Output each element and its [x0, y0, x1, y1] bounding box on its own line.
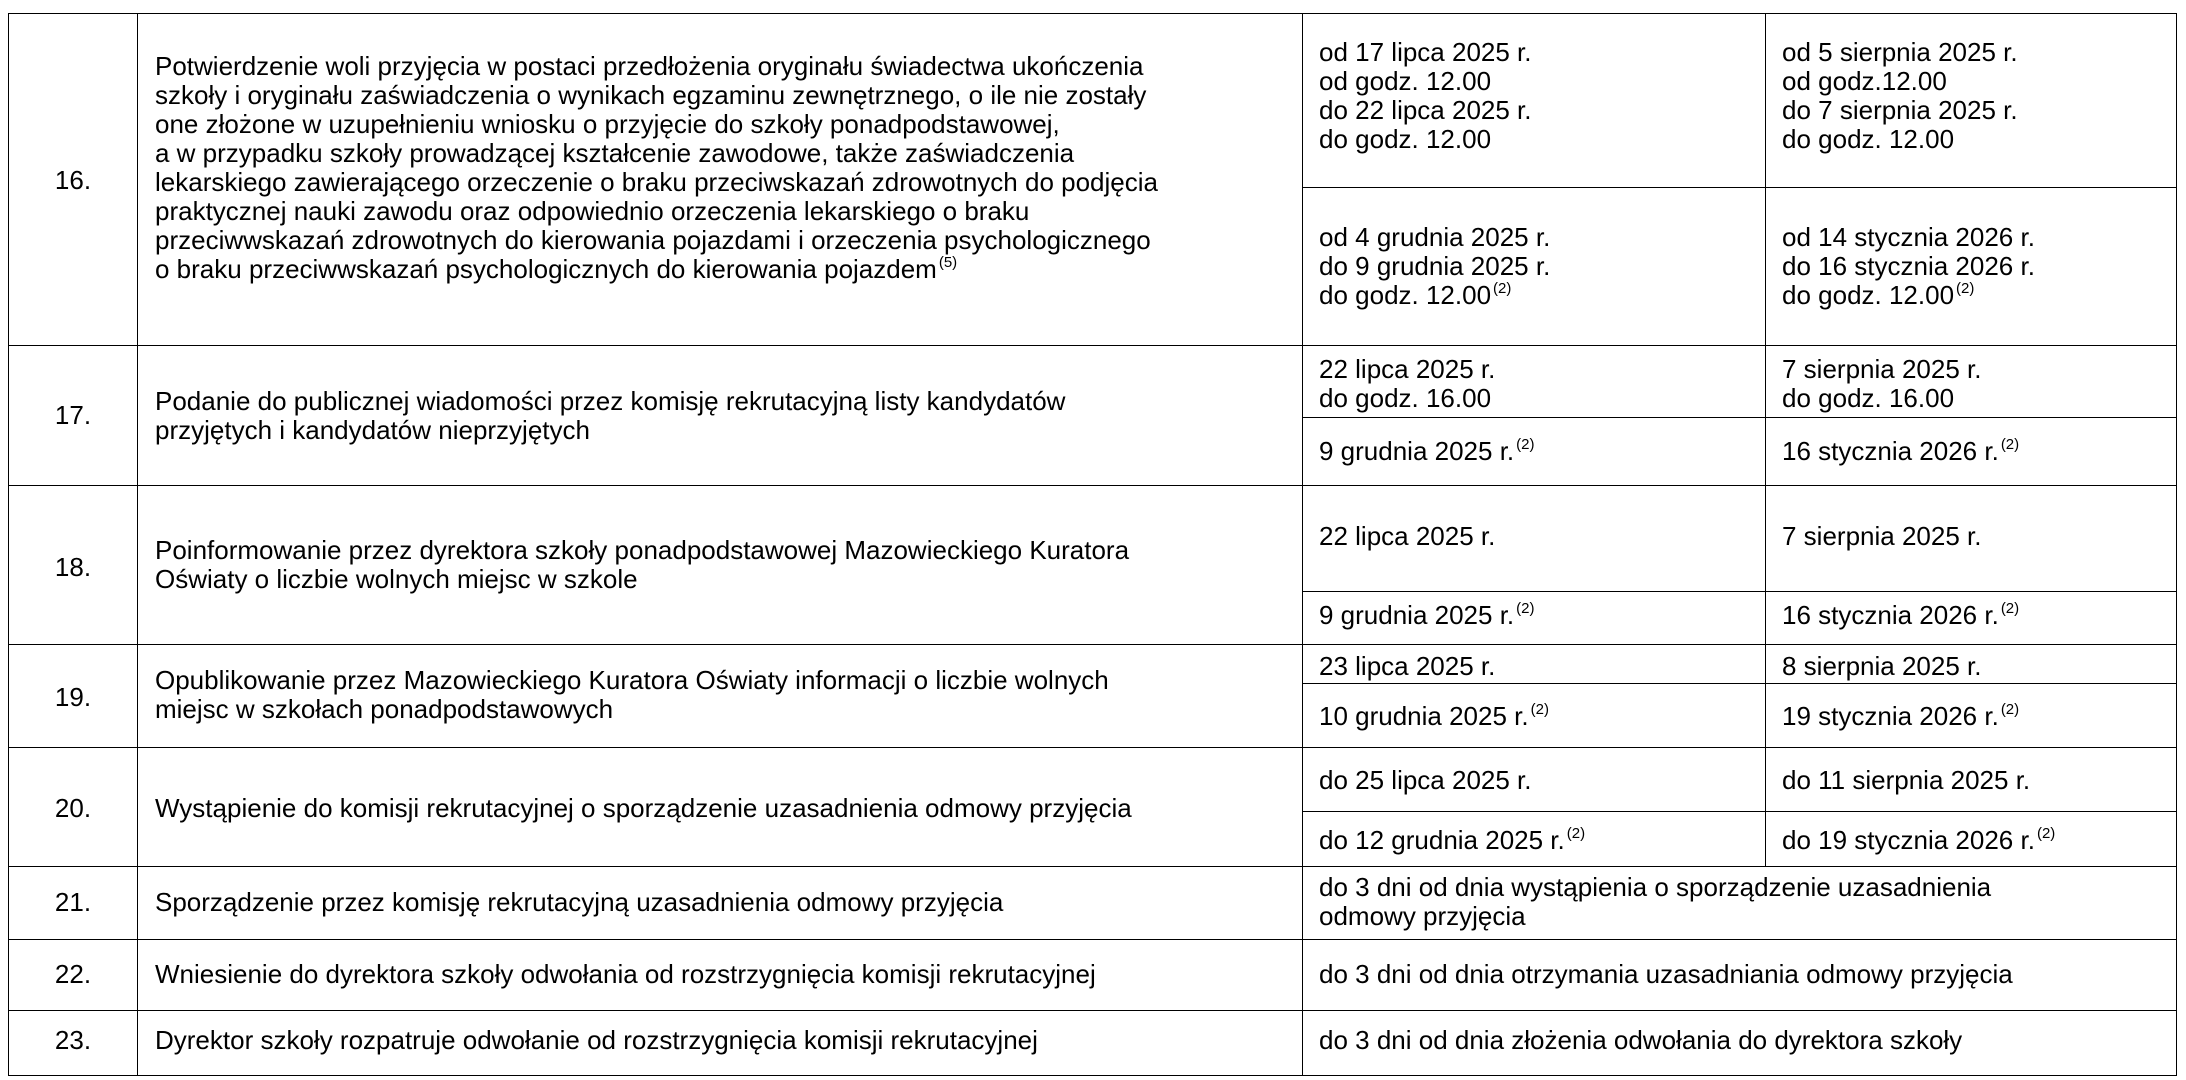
- date-cell-summer-supplementary: 7 sierpnia 2025 r.: [1782, 521, 1982, 551]
- footnote-marker: (2): [1493, 280, 1512, 297]
- description-text: Potwierdzenie woli przyjęcia w postaci przedłożenia oryginału świadectwa ukończenia szkoły i oryginału zaświadczenia o wynikach egzaminu zewnętrznego, o ile nie zostały one złożone w uzupełnieniu wniosku o przyjęcie do szkoły ponadpodstawowej, a w przypadku szkoły prowadzącej kształcenie zawodowe, także zaświadczenia lekarskiego zawierającego orzeczenie o braku przeciwskazań zdrowotnych do podjęcia praktycznej nauki zawodu oraz odpowiednio orzeczenia lekarskiego o braku przeciwwskazań zdrowotnych do kierowania pojazdami i orzeczenia psychologicznego o braku przeciwwskazań psychologicznych do kierowania pojazdem: [155, 51, 1158, 284]
- row-description: [155, 52, 1158, 284]
- row-separator: [8, 866, 2177, 867]
- date-cell-winter-supplementary: [1782, 601, 2019, 630]
- footnote-marker: (2): [2000, 436, 2020, 453]
- date-cell-summer-supplementary: 8 sierpnia 2025 r.: [1782, 651, 1982, 681]
- date-text: 16 stycznia 2026 r.: [1782, 436, 1999, 466]
- row-separator: [8, 485, 2177, 486]
- row-description: Sporządzenie przez komisję rekrutacyjną uzasadnienia odmowy przyjęcia: [155, 887, 1004, 917]
- date-cell-summer: 23 lipca 2025 r.: [1319, 651, 1496, 681]
- date-cell-summer: od 17 lipca 2025 r. od godz. 12.00 do 22 lipca 2025 r. do godz. 12.00: [1319, 37, 1532, 154]
- row-description: Opublikowanie przez Mazowieckiego Kuratora Oświaty informacji o liczbie wolnych miejsc w szkołach ponadpodstawowych: [155, 665, 1109, 724]
- table-border-bottom: [8, 1075, 2177, 1076]
- date-subrow-separator: [1302, 187, 2177, 188]
- row-number: 20.: [54, 793, 92, 823]
- table-border-right: [2176, 13, 2177, 1076]
- row-separator: [8, 747, 2177, 748]
- date-cell-winter-supplementary: [1782, 826, 2055, 855]
- date-text: do 19 stycznia 2026 r.: [1782, 825, 2035, 855]
- footnote-marker: (2): [2036, 825, 2056, 842]
- date-text: od 14 stycznia 2026 r. do 16 stycznia 2026 r. do godz. 12.00: [1782, 222, 2035, 310]
- date-cell-winter: [1319, 601, 1535, 630]
- date-text: 9 grudnia 2025 r.: [1319, 436, 1515, 466]
- footnote-marker: (2): [2000, 600, 2020, 617]
- row-number: 23.: [54, 1025, 92, 1055]
- date-cell-winter-supplementary: [1782, 437, 2019, 466]
- row-number: 17.: [54, 400, 92, 430]
- date-cell-winter-supplementary: [1782, 702, 2019, 731]
- date-text: 9 grudnia 2025 r.: [1319, 600, 1515, 630]
- date-cell-merged: do 3 dni od dnia złożenia odwołania do dyrektora szkoły: [1319, 1025, 1963, 1055]
- date-cell-merged: do 3 dni od dnia wystąpienia o sporządzenie uzasadnienia odmowy przyjęcia: [1319, 872, 1992, 931]
- date-cell-summer-supplementary: od 5 sierpnia 2025 r. od godz.12.00 do 7 sierpnia 2025 r. do godz. 12.00: [1782, 37, 2018, 154]
- footnote-marker: (5): [938, 254, 958, 271]
- row-separator: [8, 939, 2177, 940]
- row-description: Podanie do publicznej wiadomości przez komisję rekrutacyjną listy kandydatów przyjętych i kandydatów nieprzyjętych: [155, 386, 1066, 445]
- date-cell-summer-supplementary: do 11 sierpnia 2025 r.: [1782, 765, 2031, 795]
- date-cell-summer: 22 lipca 2025 r.: [1319, 521, 1496, 551]
- column-separator-desc: [1302, 13, 1303, 1076]
- row-number: 19.: [54, 682, 92, 712]
- date-cell-winter: [1319, 826, 1585, 855]
- footnote-marker: (2): [1956, 280, 1975, 297]
- column-separator-num: [137, 13, 138, 1076]
- row-number: 21.: [54, 887, 92, 917]
- table-border-top: [8, 13, 2177, 14]
- footnote-marker: (2): [1516, 436, 1535, 453]
- row-description: Wystąpienie do komisji rekrutacyjnej o sporządzenie uzasadnienia odmowy przyjęcia: [155, 793, 1132, 823]
- row-separator: [8, 644, 2177, 645]
- date-text: 19 stycznia 2026 r.: [1782, 701, 1999, 731]
- date-text: do 12 grudnia 2025 r.: [1319, 825, 1565, 855]
- date-cell-winter-supplementary: [1782, 223, 2035, 310]
- footnote-marker: (2): [2000, 701, 2020, 718]
- row-number: 16.: [54, 165, 92, 195]
- date-cell-summer-supplementary: 7 sierpnia 2025 r. do godz. 16.00: [1782, 354, 1982, 413]
- date-cell-summer: do 25 lipca 2025 r.: [1319, 765, 1532, 795]
- date-text: 10 grudnia 2025 r.: [1319, 701, 1529, 731]
- row-description: Wniesienie do dyrektora szkoły odwołania od rozstrzygnięcia komisji rekrutacyjnej: [155, 959, 1096, 989]
- footnote-marker: (2): [1566, 825, 1586, 842]
- row-separator: [8, 345, 2177, 346]
- footnote-marker: (2): [1530, 701, 1549, 718]
- date-cell-summer: 22 lipca 2025 r. do godz. 16.00: [1319, 354, 1496, 413]
- date-cell-merged: do 3 dni od dnia otrzymania uzasadniania odmowy przyjęcia: [1319, 959, 2013, 989]
- row-number: 18.: [54, 552, 92, 582]
- date-text: 16 stycznia 2026 r.: [1782, 600, 1999, 630]
- date-cell-winter: [1319, 223, 1550, 310]
- date-cell-winter: [1319, 702, 1549, 731]
- footnote-marker: (2): [1516, 600, 1535, 617]
- row-number: 22.: [54, 959, 92, 989]
- date-cell-winter: [1319, 437, 1535, 466]
- date-subrow-separator: [1302, 811, 2177, 812]
- date-subrow-separator: [1302, 417, 2177, 418]
- date-subrow-separator: [1302, 591, 2177, 592]
- column-separator-dates: [1765, 13, 1766, 867]
- date-text: od 4 grudnia 2025 r. do 9 grudnia 2025 r. do godz. 12.00: [1319, 222, 1551, 310]
- row-description: Poinformowanie przez dyrektora szkoły ponadpodstawowej Mazowieckiego Kuratora Oświaty o liczbie wolnych miejsc w szkole: [155, 535, 1130, 594]
- row-separator: [8, 1010, 2177, 1011]
- row-description: Dyrektor szkoły rozpatruje odwołanie od rozstrzygnięcia komisji rekrutacyjnej: [155, 1025, 1038, 1055]
- date-subrow-separator: [1302, 683, 2177, 684]
